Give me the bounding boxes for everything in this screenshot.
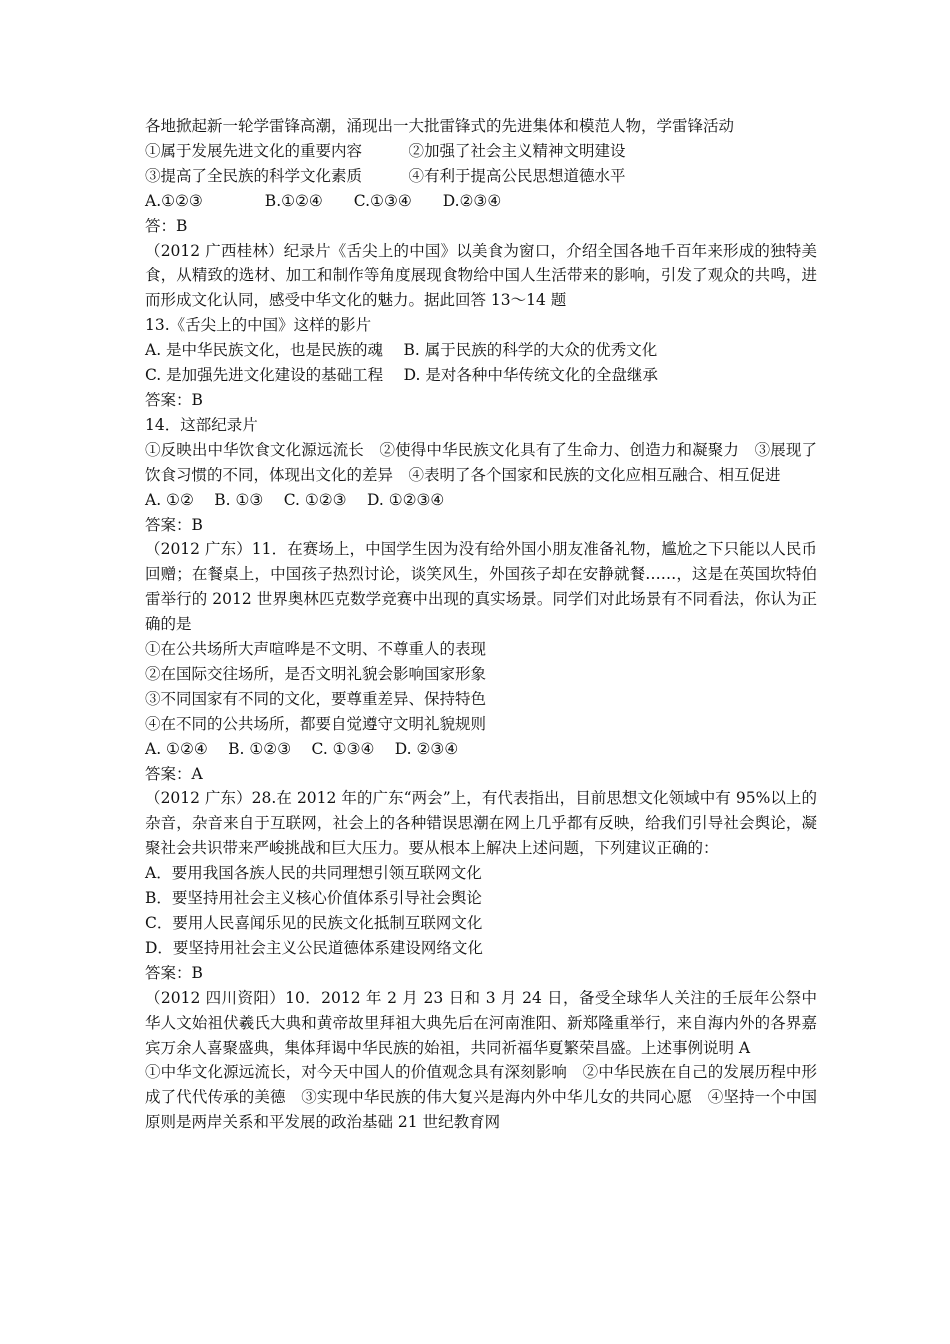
q14-answer: 答案：B (145, 515, 203, 534)
guangdong-q11-option-1: ①在公共场所大声喧哗是不文明、不尊重人的表现 (145, 640, 487, 659)
q14-options: ①反映出中华饮食文化源远流长 ②使得中华民族文化具有了生命力、创造力和凝聚力 ③展现了饮食习惯的不同，体现出文化的差异 ④表明了各个国家和民族的文化应相互融合、相互促进 (145, 440, 817, 484)
q14-stem: 14．这部纪录片 (145, 415, 258, 434)
q12-answer: 答：B (145, 216, 188, 235)
guangdong-q11-answer: 答案：A (145, 764, 203, 783)
q12-options-3-4: ③提高了全民族的科学文化素质 ④有利于提高公民思想道德水平 (145, 166, 626, 185)
q12-options-1-2: ①属于发展先进文化的重要内容 ②加强了社会主义精神文明建设 (145, 141, 626, 160)
q14-choices: A. ①② B. ①③ C. ①②③ D. ①②③④ (145, 490, 445, 509)
q13-stem: 13.《舌尖上的中国》这样的影片 (145, 316, 372, 335)
guangdong-q11-option-3: ③不同国家有不同的文化，要尊重差异、保持特色 (145, 689, 487, 708)
q12-choices: A.①②③ B.①②④ C.①③④ D.②③④ (145, 191, 502, 210)
guangdong-q11-stem: （2012 广东）11．在赛场上，中国学生因为没有给外国小朋友准备礼物，尴尬之下只能以人民币回赠；在餐桌上，中国孩子热烈讨论，谈笑风生，外国孩子却在安静就餐……，这是在英国坎特伯雷举行的 2012 世界奥林匹克数学竞赛中出现的真实场景。同学们对此场景有不同看法，你认为正确的是 (145, 540, 817, 634)
ziyang-q10-options: ①中华文化源远流长，对今天中国人的价值观念具有深刻影响 ②中华民族在自己的发展历程中形成了代代传承的美德 ③实现中华民族的伟大复兴是海内外中华儿女的共同心愿 ④坚持一个中国原则是两岸关系和平发展的政治基础 21 世纪教育网 (145, 1063, 817, 1132)
guangdong-q28-option-a: A．要用我国各族人民的共同理想引领互联网文化 (145, 864, 482, 883)
q13-answer: 答案：B (145, 390, 203, 409)
guangdong-q28-option-b: B．要坚持用社会主义核心价值体系引导社会舆论 (145, 889, 482, 908)
guangdong-q28-answer: 答案：B (145, 963, 203, 982)
guangdong-q28-option-c: C．要用人民喜闻乐见的民族文化抵制互联网文化 (145, 914, 483, 932)
guangdong-q11-option-4: ④在不同的公共场所，都要自觉遵守文明礼貌规则 (145, 714, 487, 733)
ziyang-q10-stem: （2012 四川资阳）10．2012 年 2 月 23 日和 3 月 24 日，备受全球华人关注的壬辰年公祭中华人文始祖伏羲氏大典和黄帝故里拜祖大典先后在河南淮阳、新郑隆重举行，来自海内外的各界嘉宾万余人喜聚盛典，集体拜谒中华民族的始祖，共同祈福华夏繁荣昌盛。上述事例说明 A (145, 988, 817, 1057)
q13-options-c-d: C. 是加强先进文化建设的基础工程 D. 是对各种中华传统文化的全盘继承 (145, 366, 658, 385)
guangdong-q28-stem: （2012 广东）28.在 2012 年的广东“两会”上，有代表指出，目前思想文化领域中有 95%以上的杂音，杂音来自于互联网，社会上的各种错误思潮在网上几乎都有反映，给我们引导社会舆论，凝聚社会共识带来严峻挑战和巨大压力。要从根本上解决上述问题，下列建议正确的： (145, 789, 817, 858)
document-page (145, 114, 817, 1135)
guangdong-q11-choices: A. ①②④ B. ①②③ C. ①③④ D. ②③④ (145, 739, 459, 758)
q13-options-a-b: A. 是中华民族文化，也是民族的魂 B. 属于民族的科学的大众的优秀文化 (145, 341, 658, 360)
guangdong-q11-option-2: ②在国际交往场所，是否文明礼貌会影响国家形象 (145, 664, 487, 683)
guilin-intro-paragraph: （2012 广西桂林）纪录片《舌尖上的中国》以美食为窗口，介绍全国各地千百年来形成的独特美食，从精致的选材、加工和制作等角度展现食物给中国人生活带来的影响，引发了观众的共鸣，进而形成文化认同，感受中华文化的魅力。据此回答 13～14 题 (145, 241, 817, 310)
guangdong-q28-option-d: D．要坚持用社会主义公民道德体系建设网络文化 (145, 938, 483, 957)
q12-stem: 各地掀起新一轮学雷锋高潮，涌现出一大批雷锋式的先进集体和模范人物，学雷锋活动 (145, 117, 735, 135)
